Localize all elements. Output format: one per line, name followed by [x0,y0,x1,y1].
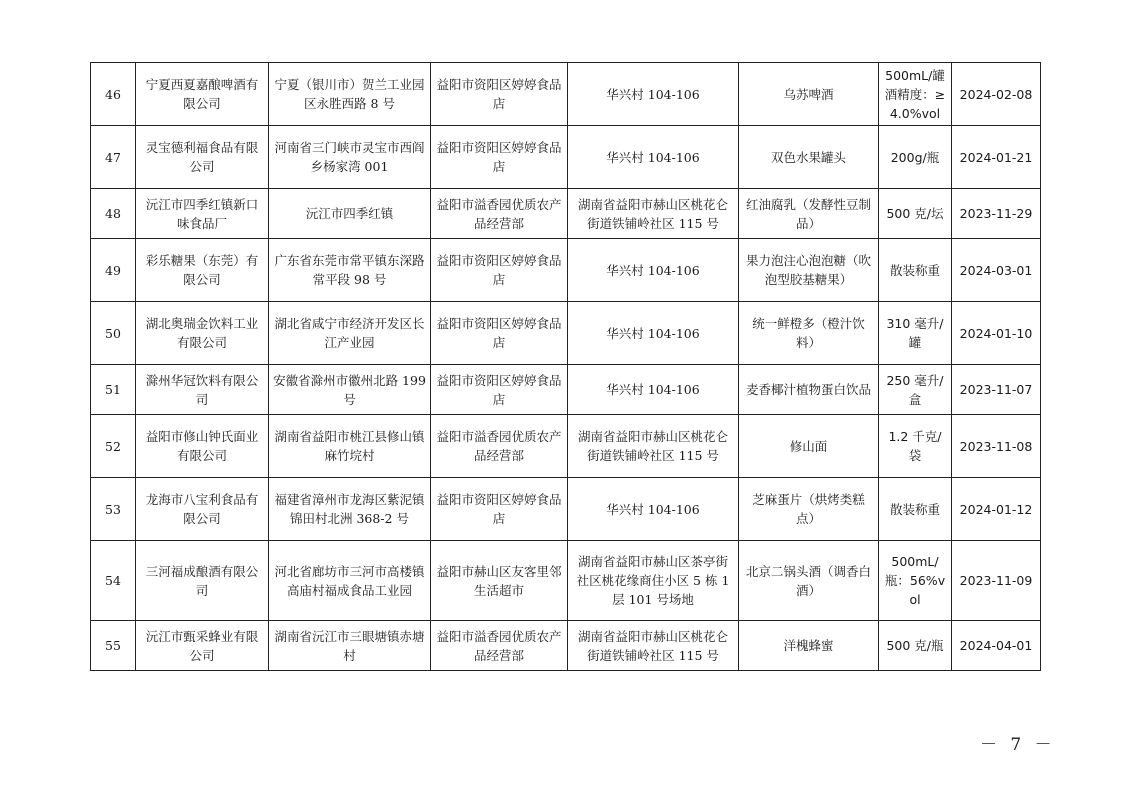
production-date: 2023-11-08 [952,415,1041,478]
manufacturer-name: 灵宝德利福食品有限公司 [136,126,269,189]
table-row [91,365,1041,415]
table-row [91,415,1041,478]
manufacturer-address: 湖南省益阳市桃江县修山镇麻竹垸村 [269,415,431,478]
manufacturer-address: 福建省漳州市龙海区紫泥镇锦田村北洲 368-2 号 [269,478,431,541]
table-row [91,541,1041,621]
product-spec: 500mL/罐 酒精度：≥4.0%vol [879,63,952,126]
production-date: 2024-01-12 [952,478,1041,541]
table-row [91,302,1041,365]
row-number: 52 [91,415,136,478]
manufacturer-name: 三河福成酿酒有限公司 [136,541,269,621]
manufacturer-address: 沅江市四季红镇 [269,189,431,239]
seller-name: 益阳市资阳区婷婷食品店 [431,126,568,189]
product-name: 芝麻蛋片（烘烤类糕点） [739,478,879,541]
seller-address: 华兴村 104-106 [568,302,739,365]
product-spec: 1.2 千克/袋 [879,415,952,478]
row-number: 47 [91,126,136,189]
table-row [91,189,1041,239]
table-row [91,239,1041,302]
manufacturer-name: 宁夏西夏嘉酿啤酒有限公司 [136,63,269,126]
production-date: 2023-11-07 [952,365,1041,415]
inspection-table [90,62,1041,671]
row-number: 49 [91,239,136,302]
product-spec: 500 克/瓶 [879,621,952,671]
manufacturer-name: 龙海市八宝利食品有限公司 [136,478,269,541]
product-spec: 310 毫升/罐 [879,302,952,365]
seller-address: 湖南省益阳市赫山区桃花仑街道铁铺岭社区 115 号 [568,415,739,478]
row-number: 54 [91,541,136,621]
product-name: 果力泡注心泡泡糖（吹泡型胶基糖果） [739,239,879,302]
seller-address: 华兴村 104-106 [568,63,739,126]
seller-name: 益阳市溢香园优质农产品经营部 [431,189,568,239]
manufacturer-name: 沅江市四季红镇新口味食品厂 [136,189,269,239]
seller-name: 益阳市赫山区友客里邻生活超市 [431,541,568,621]
seller-name: 益阳市资阳区婷婷食品店 [431,365,568,415]
manufacturer-name: 彩乐糖果（东莞）有限公司 [136,239,269,302]
product-name: 麦香椰汁植物蛋白饮品 [739,365,879,415]
manufacturer-name: 滁州华冠饮料有限公司 [136,365,269,415]
seller-name: 益阳市资阳区婷婷食品店 [431,63,568,126]
seller-address: 华兴村 104-106 [568,239,739,302]
product-spec: 散装称重 [879,478,952,541]
product-spec: 散装称重 [879,239,952,302]
product-spec: 500 克/坛 [879,189,952,239]
seller-name: 益阳市资阳区婷婷食品店 [431,239,568,302]
product-name: 乌苏啤酒 [739,63,879,126]
manufacturer-address: 河北省廊坊市三河市高楼镇高庙村福成食品工业园 [269,541,431,621]
manufacturer-name: 湖北奥瑞金饮料工业有限公司 [136,302,269,365]
seller-name: 益阳市资阳区婷婷食品店 [431,302,568,365]
seller-address: 华兴村 104-106 [568,365,739,415]
production-date: 2023-11-09 [952,541,1041,621]
table-row [91,478,1041,541]
row-number: 48 [91,189,136,239]
row-number: 50 [91,302,136,365]
seller-address: 湖南省益阳市赫山区桃花仑街道铁铺岭社区 115 号 [568,621,739,671]
product-spec: 200g/瓶 [879,126,952,189]
product-spec: 250 毫升/盒 [879,365,952,415]
seller-name: 益阳市资阳区婷婷食品店 [431,478,568,541]
production-date: 2023-11-29 [952,189,1041,239]
product-name: 北京二锅头酒（调香白酒） [739,541,879,621]
seller-address: 湖南省益阳市赫山区桃花仑街道铁铺岭社区 115 号 [568,189,739,239]
production-date: 2024-03-01 [952,239,1041,302]
seller-address: 湖南省益阳市赫山区茶亭街社区桃花缘商住小区 5 栋 1 层 101 号场地 [568,541,739,621]
table-row [91,621,1041,671]
manufacturer-address: 河南省三门峡市灵宝市西阎乡杨家湾 001 [269,126,431,189]
table-row [91,126,1041,189]
manufacturer-address: 广东省东莞市常平镇东深路常平段 98 号 [269,239,431,302]
seller-name: 益阳市溢香园优质农产品经营部 [431,621,568,671]
seller-address: 华兴村 104-106 [568,478,739,541]
production-date: 2024-01-10 [952,302,1041,365]
product-name: 统一鲜橙多（橙汁饮料） [739,302,879,365]
page-number: － 7 － [980,735,1056,755]
table-row [91,63,1041,126]
product-name: 修山面 [739,415,879,478]
manufacturer-address: 宁夏（银川市）贺兰工业园区永胜西路 8 号 [269,63,431,126]
product-name: 双色水果罐头 [739,126,879,189]
seller-address: 华兴村 104-106 [568,126,739,189]
product-spec: 500mL/瓶：56%vol [879,541,952,621]
product-name: 红油腐乳（发酵性豆制品） [739,189,879,239]
manufacturer-address: 湖南省沅江市三眼塘镇赤塘村 [269,621,431,671]
seller-name: 益阳市溢香园优质农产品经营部 [431,415,568,478]
manufacturer-address: 安徽省滁州市徽州北路 199 号 [269,365,431,415]
row-number: 55 [91,621,136,671]
production-date: 2024-01-21 [952,126,1041,189]
production-date: 2024-02-08 [952,63,1041,126]
manufacturer-address: 湖北省咸宁市经济开发区长江产业园 [269,302,431,365]
production-date: 2024-04-01 [952,621,1041,671]
row-number: 51 [91,365,136,415]
manufacturer-name: 益阳市修山钟氏面业有限公司 [136,415,269,478]
row-number: 46 [91,63,136,126]
row-number: 53 [91,478,136,541]
product-name: 洋槐蜂蜜 [739,621,879,671]
manufacturer-name: 沅江市甄采蜂业有限公司 [136,621,269,671]
